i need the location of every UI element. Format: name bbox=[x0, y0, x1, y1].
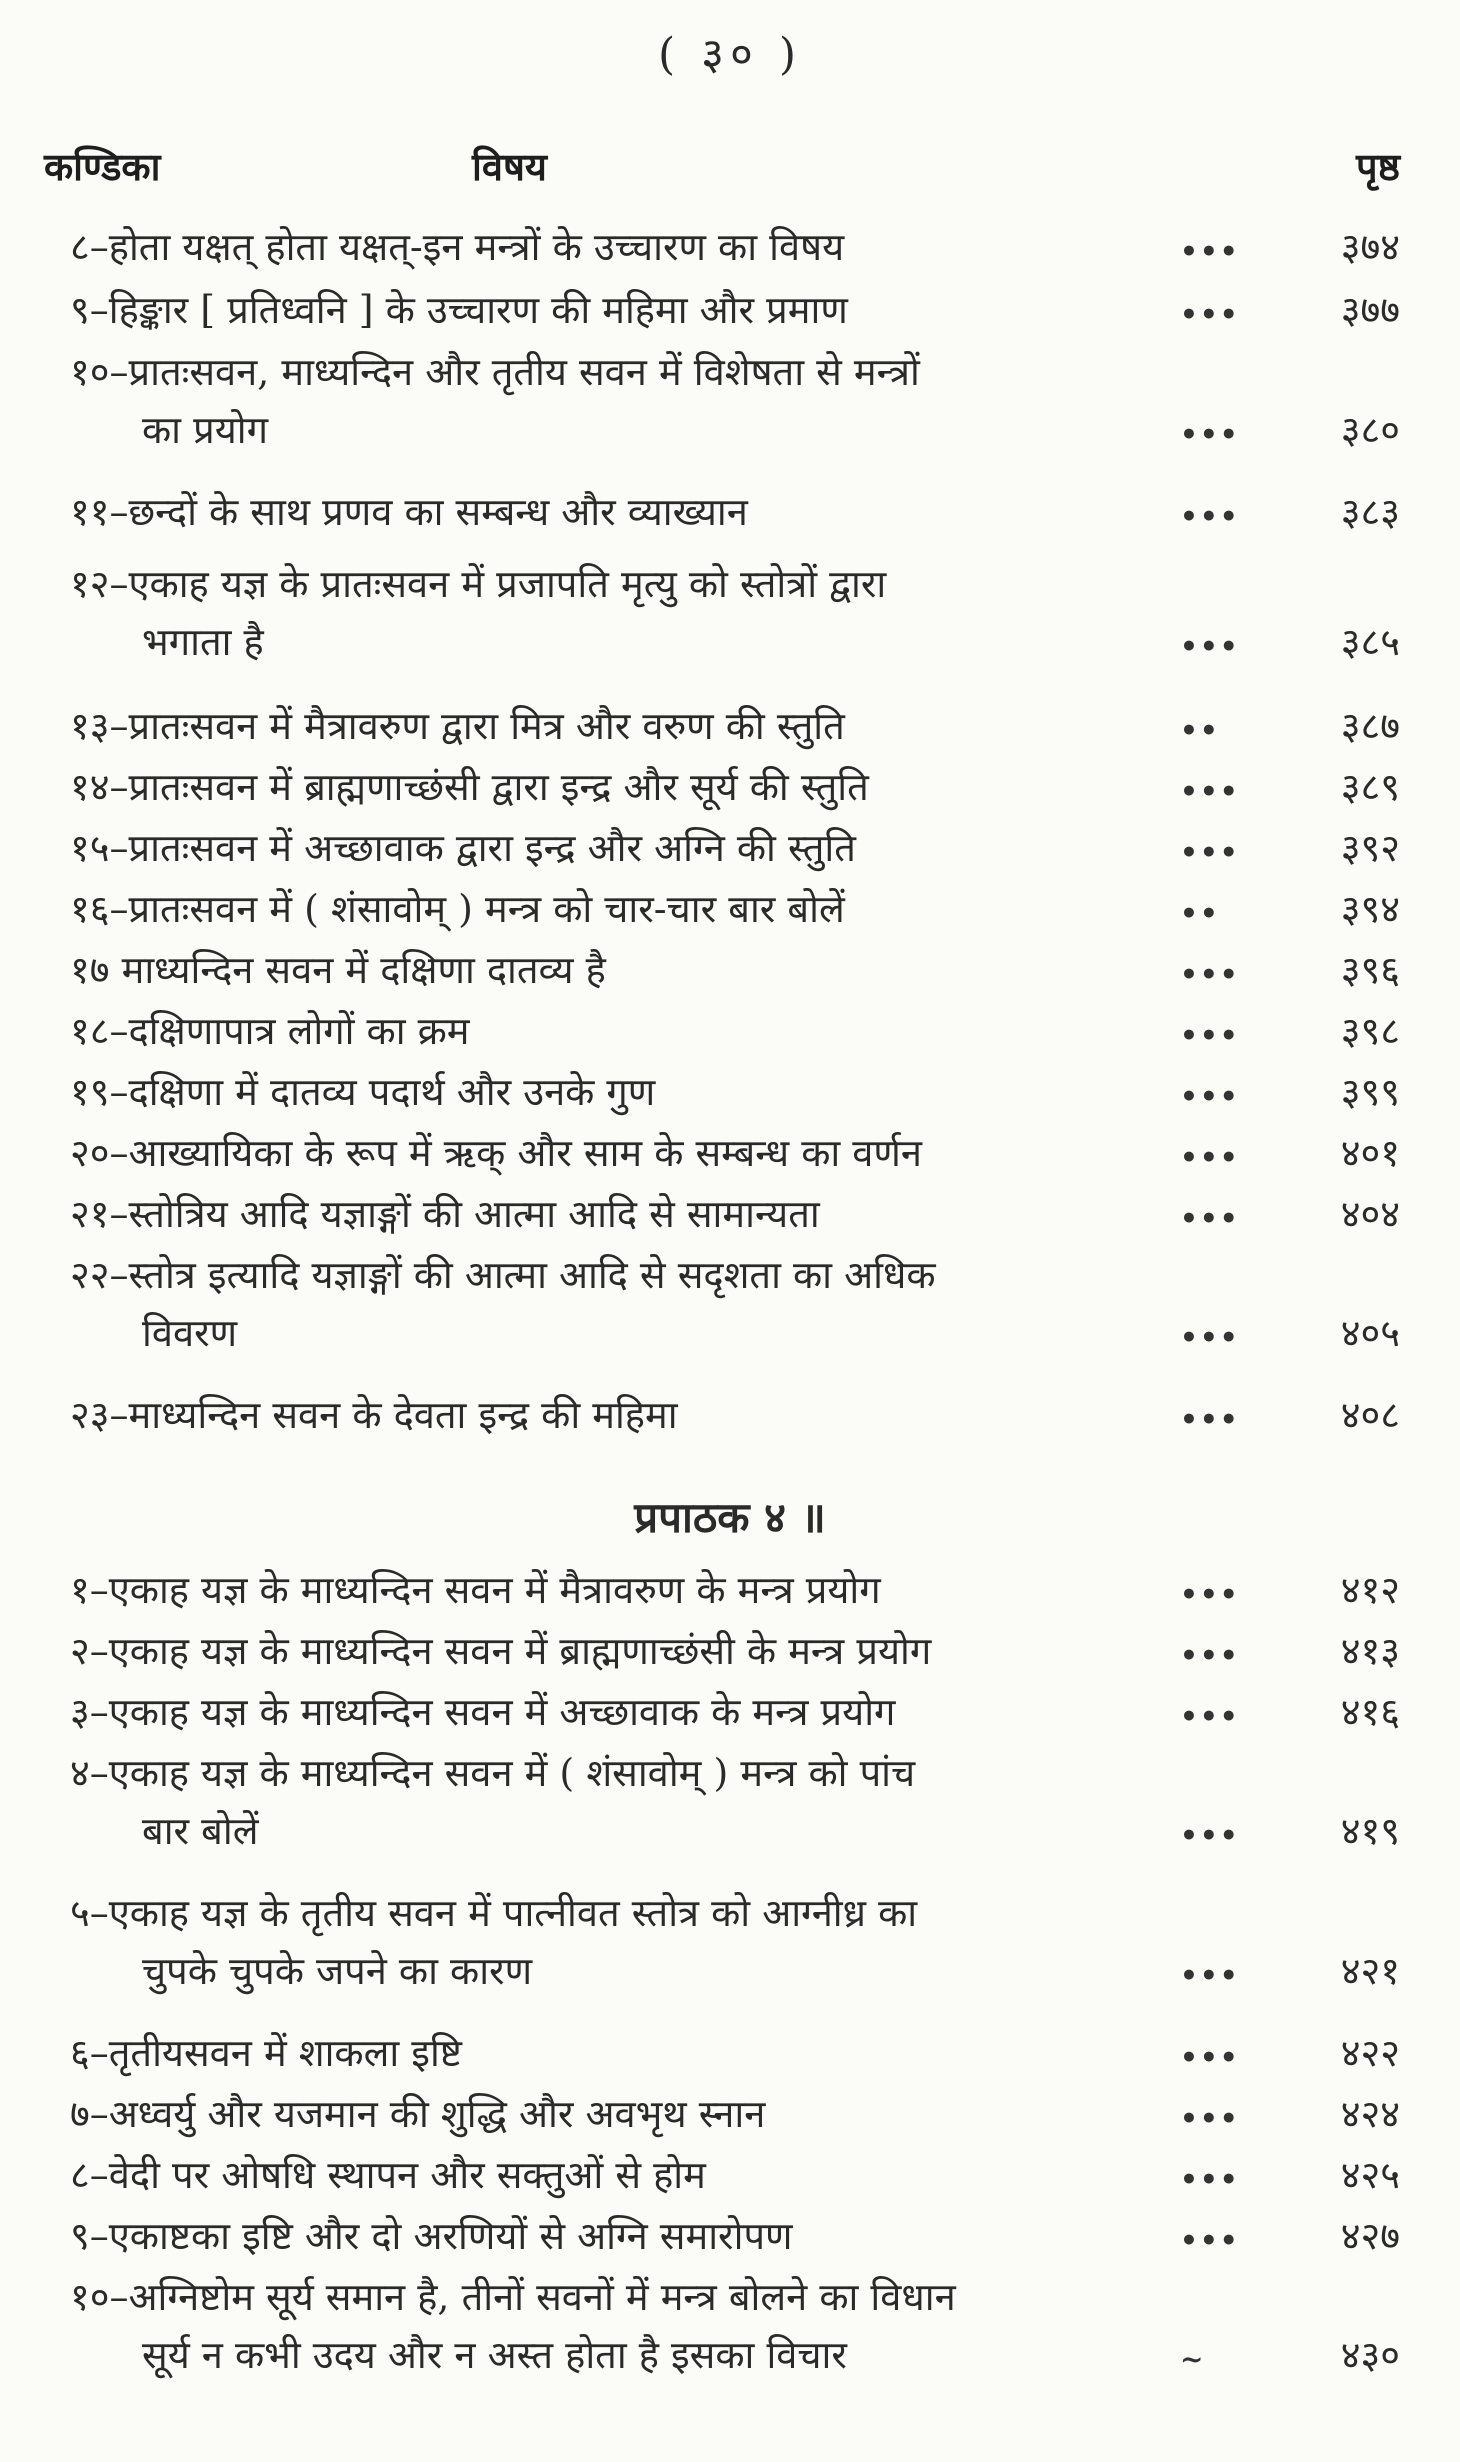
toc-entry bbox=[0, 2031, 1460, 2089]
toc-entry bbox=[0, 1009, 1460, 1067]
toc-entry-title: १४–प्रातःसवन में ब्राह्मणाच्छंसी द्वारा इन्द्र और सूर्य की स्तुति bbox=[70, 765, 869, 809]
leader-dots: ••• bbox=[1180, 1202, 1240, 1235]
toc-entry-page-number: ३९६ bbox=[1340, 948, 1400, 992]
toc-entry-title: ३–एकाह यज्ञ के माध्यन्दिन सवन में अच्छावाक के मन्त्र प्रयोग bbox=[70, 1690, 896, 1734]
toc-entry-page-number: ३९४ bbox=[1340, 887, 1400, 931]
toc-entry-title-continued: विवरण bbox=[142, 1311, 238, 1355]
toc-entry-page-number: ४०८ bbox=[1340, 1393, 1400, 1437]
toc-entry bbox=[0, 1629, 1460, 1687]
toc-entry-page-number: ४२७ bbox=[1340, 2214, 1400, 2258]
leader-dots: ••• bbox=[1180, 298, 1240, 331]
leader-dots: ••• bbox=[1180, 1700, 1240, 1733]
toc-entry-title: २२–स्तोत्र इत्यादि यज्ञाङ्गों की आत्मा आदि से सदृशता का अधिक bbox=[70, 1253, 936, 1297]
toc-entry bbox=[0, 490, 1460, 548]
toc-entry-title-continued: का प्रयोग bbox=[142, 408, 269, 452]
toc-entry bbox=[0, 1192, 1460, 1250]
column-header-vishay: विषय bbox=[472, 144, 547, 189]
toc-entry-page-number: ३८३ bbox=[1340, 490, 1400, 534]
toc-entry bbox=[0, 1751, 1460, 1867]
toc-entry-page-number: ४१३ bbox=[1340, 1629, 1400, 1673]
toc-entry bbox=[0, 350, 1460, 466]
toc-entry bbox=[0, 562, 1460, 678]
section-heading: प्रपाठक ४ ॥ bbox=[634, 1493, 826, 1542]
toc-entry-page-number: ४१२ bbox=[1340, 1568, 1400, 1612]
leader-dots: ••• bbox=[1180, 500, 1240, 533]
toc-entry-page-number: ४३० bbox=[1340, 2333, 1400, 2377]
leader-dots: •• bbox=[1180, 897, 1220, 930]
toc-entry-page-number: ३८० bbox=[1340, 408, 1400, 452]
toc-entry-title: १३–प्रातःसवन में मैत्रावरुण द्वारा मित्र और वरुण की स्तुति bbox=[70, 704, 845, 748]
leader-dots: ••• bbox=[1180, 1403, 1240, 1436]
leader-dots: ••• bbox=[1180, 1019, 1240, 1052]
toc-entry-page-number: ४१६ bbox=[1340, 1690, 1400, 1734]
toc-entry-title: ७–अध्वर्यु और यजमान की शुद्धि और अवभृथ स्नान bbox=[70, 2092, 766, 2136]
toc-entry-page-number: ३९९ bbox=[1340, 1070, 1400, 1114]
toc-entry-title: २०–आख्यायिका के रूप में ऋक् और साम के सम्बन्ध का वर्णन bbox=[70, 1131, 922, 1175]
toc-entry-title: १२–एकाह यज्ञ के प्रातःसवन में प्रजापति मृत्यु को स्तोत्रों द्वारा bbox=[70, 562, 887, 606]
toc-entry bbox=[0, 948, 1460, 1006]
leader-dots: ••• bbox=[1180, 1080, 1240, 1113]
toc-entry-title: २३–माध्यन्दिन सवन के देवता इन्द्र की महिमा bbox=[70, 1393, 678, 1437]
leader-dots: ••• bbox=[1180, 1578, 1240, 1611]
toc-entry-title: १७ माध्यन्दिन सवन में दक्षिणा दातव्य है bbox=[70, 948, 606, 992]
leader-dots: ••• bbox=[1180, 1959, 1240, 1992]
leader-dots: ••• bbox=[1180, 630, 1240, 663]
leader-dots: ••• bbox=[1180, 775, 1240, 808]
toc-entry-title: ९–हिङ्कार [ प्रतिध्वनि ] के उच्चारण की महिमा और प्रमाण bbox=[70, 288, 848, 332]
toc-entry-title: १५–प्रातःसवन में अच्छावाक द्वारा इन्द्र और अग्नि की स्तुति bbox=[70, 826, 856, 870]
toc-entry bbox=[0, 1253, 1460, 1369]
leader-dots: ••• bbox=[1180, 2224, 1240, 2257]
toc-entry bbox=[0, 826, 1460, 884]
page-number: ( ३० ) bbox=[657, 29, 803, 80]
toc-entry-title-continued: बार बोलें bbox=[142, 1809, 259, 1853]
toc-entry-page-number: ३९२ bbox=[1340, 826, 1400, 870]
toc-entry bbox=[0, 2092, 1460, 2150]
column-header-prishth: पृष्ठ bbox=[1356, 144, 1400, 189]
leader-dots: ••• bbox=[1180, 2102, 1240, 2135]
toc-entry-title-continued: भगाता है bbox=[142, 620, 264, 664]
toc-entry-title: ९–एकाष्टका इष्टि और दो अरणियों से अग्नि समारोपण bbox=[70, 2214, 793, 2258]
leader-dots: ••• bbox=[1180, 958, 1240, 991]
toc-entry-page-number: ४२१ bbox=[1340, 1949, 1400, 1993]
toc-entry-page-number: ४१९ bbox=[1340, 1809, 1400, 1853]
leader-dots: ••• bbox=[1180, 2041, 1240, 2074]
toc-entry-title: ८–होता यक्षत् होता यक्षत्-इन मन्त्रों के उच्चारण का विषय bbox=[70, 225, 845, 269]
toc-entry-title-continued: चुपके चुपके जपने का कारण bbox=[142, 1949, 533, 1993]
toc-entry-page-number: ३९८ bbox=[1340, 1009, 1400, 1053]
toc-entry bbox=[0, 1690, 1460, 1748]
toc-entry bbox=[0, 2275, 1460, 2391]
toc-entry-title-continued: सूर्य न कभी उदय और न अस्त होता है इसका विचार bbox=[142, 2333, 847, 2377]
column-header-kandika: कण्डिका bbox=[44, 144, 161, 189]
leader-dots: ••• bbox=[1180, 418, 1240, 451]
toc-entry-page-number: ३७७ bbox=[1340, 288, 1400, 332]
leader-dots: ~ bbox=[1180, 2343, 1206, 2376]
toc-entry-page-number: ३८९ bbox=[1340, 765, 1400, 809]
toc-entry bbox=[0, 887, 1460, 945]
toc-entry-title: ५–एकाह यज्ञ के तृतीय सवन में पात्नीवत स्तोत्र को आग्नीध्र का bbox=[70, 1891, 918, 1935]
leader-dots: •• bbox=[1180, 714, 1220, 747]
toc-entry-title: ११–छन्दों के साथ प्रणव का सम्बन्ध और व्याख्यान bbox=[70, 490, 748, 534]
toc-entry-page-number: ४२४ bbox=[1340, 2092, 1400, 2136]
toc-entry-page-number: ३८५ bbox=[1340, 620, 1400, 664]
toc-entry-title: १–एकाह यज्ञ के माध्यन्दिन सवन में मैत्रावरुण के मन्त्र प्रयोग bbox=[70, 1568, 881, 1612]
toc-entry bbox=[0, 2153, 1460, 2211]
leader-dots: ••• bbox=[1180, 235, 1240, 268]
toc-entry-page-number: ४०५ bbox=[1340, 1311, 1400, 1355]
leader-dots: ••• bbox=[1180, 1819, 1240, 1852]
toc-entry-title: १०–अग्निष्टोम सूर्य समान है, तीनों सवनों में मन्त्र बोलने का विधान bbox=[70, 2275, 956, 2319]
toc-entry-title: २१–स्तोत्रिय आदि यज्ञाङ्गों की आत्मा आदि से सामान्यता bbox=[70, 1192, 820, 1236]
toc-entry bbox=[0, 1393, 1460, 1451]
toc-entry-title: ४–एकाह यज्ञ के माध्यन्दिन सवन में ( शंसावोम् ) मन्त्र को पांच bbox=[70, 1751, 916, 1795]
toc-entry-title: १०–प्रातःसवन, माध्यन्दिन और तृतीय सवन में विशेषता से मन्त्रों bbox=[70, 350, 920, 394]
toc-entry bbox=[0, 288, 1460, 346]
leader-dots: ••• bbox=[1180, 1141, 1240, 1174]
toc-entry bbox=[0, 1568, 1460, 1626]
toc-entry bbox=[0, 1131, 1460, 1189]
toc-entry bbox=[0, 2214, 1460, 2272]
toc-entry bbox=[0, 1070, 1460, 1128]
leader-dots: ••• bbox=[1180, 2163, 1240, 2196]
leader-dots: ••• bbox=[1180, 836, 1240, 869]
toc-entry-title: १९–दक्षिणा में दातव्य पदार्थ और उनके गुण bbox=[70, 1070, 656, 1114]
toc-entry-page-number: ४०४ bbox=[1340, 1192, 1400, 1236]
toc-entry-title: २–एकाह यज्ञ के माध्यन्दिन सवन में ब्राह्मणाच्छंसी के मन्त्र प्रयोग bbox=[70, 1629, 932, 1673]
toc-entry-page-number: ४२५ bbox=[1340, 2153, 1400, 2197]
toc-entry bbox=[0, 704, 1460, 762]
toc-entry-page-number: ३७४ bbox=[1340, 225, 1400, 269]
toc-entry-page-number: ४०१ bbox=[1340, 1131, 1400, 1175]
leader-dots: ••• bbox=[1180, 1321, 1240, 1354]
toc-entry bbox=[0, 1891, 1460, 2007]
toc-entry bbox=[0, 225, 1460, 283]
leader-dots: ••• bbox=[1180, 1639, 1240, 1672]
toc-entry-title: १६–प्रातःसवन में ( शंसावोम् ) मन्त्र को चार-चार बार बोलें bbox=[70, 887, 845, 931]
toc-entry-title: १८–दक्षिणापात्र लोगों का क्रम bbox=[70, 1009, 470, 1053]
toc-entry-page-number: ४२२ bbox=[1340, 2031, 1400, 2075]
toc-entry-title: ६–तृतीयसवन में शाकला इष्टि bbox=[70, 2031, 462, 2075]
toc-entry bbox=[0, 765, 1460, 823]
toc-entry-page-number: ३८७ bbox=[1340, 704, 1400, 748]
toc-entry-title: ८–वेदी पर ओषधि स्थापन और सक्तुओं से होम bbox=[70, 2153, 706, 2197]
